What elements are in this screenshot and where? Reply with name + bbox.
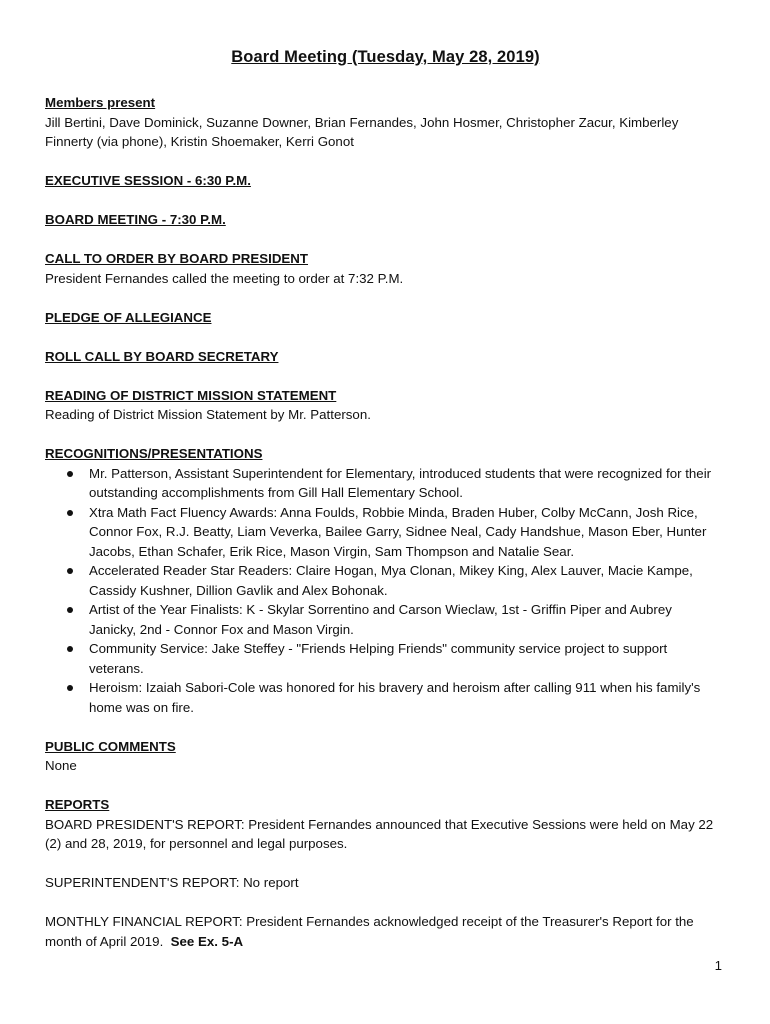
superintendent-report-section xyxy=(45,873,726,893)
roll-call-heading: ROLL CALL BY BOARD SECRETARY xyxy=(45,348,279,364)
call-to-order-heading: CALL TO ORDER BY BOARD PRESIDENT xyxy=(45,251,309,266)
president-report-text: BOARD PRESIDENT'S REPORT: President Fernandes announced that Executive Sessions were held on May 22 (2) and 28, 2019, for personnel and legal purposes. xyxy=(45,816,714,851)
list-item xyxy=(45,464,726,503)
public-comments-section xyxy=(45,737,726,776)
list-item-text: Community Service: Jake Steffey - "Friends Helping Friends" community service project to support veterans. xyxy=(89,641,668,676)
list-item xyxy=(45,600,726,639)
list-item-text: Mr. Patterson, Assistant Superintendent for Elementary, introduced students that were recognized for their outstanding accomplishments from Gill Hall Elementary School. xyxy=(89,465,712,500)
page-title: Board Meeting (Tuesday, May 28, 2019) xyxy=(231,48,540,66)
list-item-text: Accelerated Reader Star Readers: Claire Hogan, Mya Clonan, Mikey King, Alex Lauver, Macie Kampe, Cassidy Kushner, Dillion Gavlik and Alex Bohonak. xyxy=(89,563,693,598)
reports-heading: REPORTS xyxy=(45,797,110,812)
financial-report-paragraph xyxy=(45,912,726,951)
public-comments-text: None xyxy=(45,758,77,773)
recognitions-section xyxy=(45,444,726,717)
recognitions-heading: RECOGNITIONS/PRESENTATIONS xyxy=(45,446,263,461)
public-comments-heading: PUBLIC COMMENTS xyxy=(45,738,176,754)
bullet-icon xyxy=(67,646,73,652)
pledge-heading: PLEDGE OF ALLEGIANCE xyxy=(45,309,212,325)
bullet-icon xyxy=(67,685,73,691)
executive-session-section xyxy=(45,171,726,191)
members-text: Jill Bertini, Dave Dominick, Suzanne Downer, Brian Fernandes, John Hosmer, Christopher Zacur, Kimberley Finnerty (via phone), Kristin Shoemaker, Kerri Gonot xyxy=(45,114,679,149)
executive-session-heading: EXECUTIVE SESSION - 6:30 P.M. xyxy=(45,173,251,188)
bullet-icon xyxy=(67,607,73,613)
list-item-text: Xtra Math Fact Fluency Awards: Anna Foulds, Robbie Minda, Braden Huber, Colby McCann, Josh Rice, Connor Fox, R.J. Beatty, Liam Veverka, Bailee Garry, Sidnee Neal, Cady Handshue, Mason Eber, Hunter Jacobs, Ethan Schafer, Erik Rice, Mason Virgin, Sam Thompson and Natalie Sear. xyxy=(89,504,707,559)
financial-exhibit-ref: See Ex. 5-A xyxy=(170,933,244,949)
list-item-text: Heroism: Izaiah Sabori-Cole was honored for his bravery and heroism after calling 911 when his family's home was on fire. xyxy=(89,680,701,715)
members-heading: Members present xyxy=(45,95,156,110)
list-item xyxy=(45,561,726,600)
reports-section xyxy=(45,795,726,854)
page-number: 1 xyxy=(714,958,722,973)
list-item-text: Artist of the Year Finalists: K - Skylar Sorrentino and Carson Wieclaw, 1st - Griffin Piper and Aubrey Janicky, 2nd - Connor Fox and Mason Virgin. xyxy=(89,602,672,637)
mission-section xyxy=(45,386,726,425)
board-meeting-section xyxy=(45,210,726,230)
bullet-icon xyxy=(67,568,73,574)
call-to-order-section xyxy=(45,249,726,288)
list-item xyxy=(45,503,726,562)
list-item xyxy=(45,639,726,678)
mission-heading: READING OF DISTRICT MISSION STATEMENT xyxy=(45,387,337,403)
members-section xyxy=(45,93,726,152)
board-meeting-heading: BOARD MEETING - 7:30 P.M. xyxy=(45,212,226,227)
bullet-icon xyxy=(67,510,73,516)
roll-call-section xyxy=(45,347,726,367)
superintendent-report-text: SUPERINTENDENT'S REPORT: No report xyxy=(45,875,299,890)
bullet-icon xyxy=(67,471,73,477)
pledge-section xyxy=(45,308,726,328)
mission-text: Reading of District Mission Statement by Mr. Patterson. xyxy=(45,407,371,422)
call-to-order-text: President Fernandes called the meeting to order at 7:32 P.M. xyxy=(45,270,404,286)
list-item xyxy=(45,678,726,717)
financial-report-text: MONTHLY FINANCIAL REPORT: President Fernandes acknowledged receipt of the Treasurer's Report for the month of April 2019. xyxy=(45,914,694,949)
recognitions-list xyxy=(45,464,726,718)
financial-report-section xyxy=(45,912,726,951)
